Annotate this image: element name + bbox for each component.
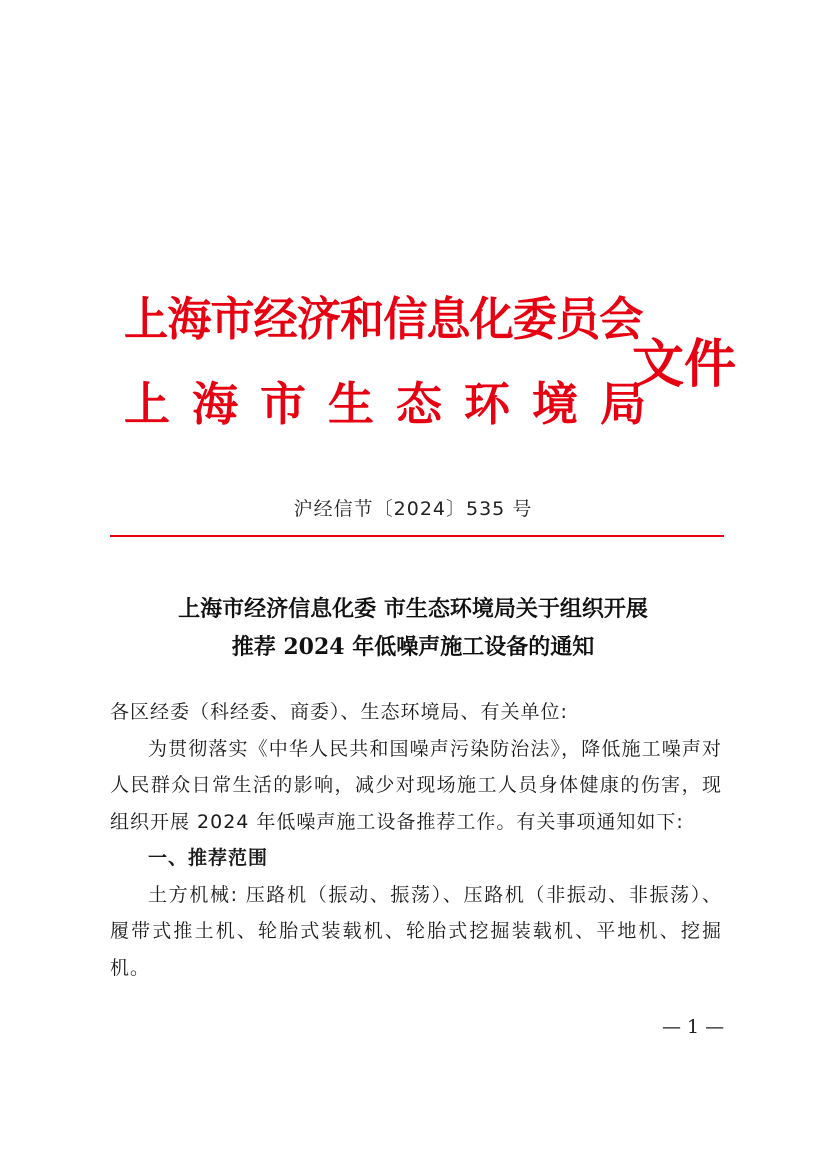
notice-title-line1: 上海市经济信息化委 市生态环境局关于组织开展: [178, 596, 648, 622]
body-paragraph: 为贯彻落实《中华人民共和国噪声污染防治法》，降低施工噪声对人民群众日常生活的影响，减少对现场施工人员身体健康的伤害，现组织开展 2024 年低噪声施工设备推荐工作。有关事项通知如下:: [110, 737, 722, 833]
page-number: — 1 —: [662, 1016, 725, 1038]
notice-body: [110, 694, 722, 986]
document-number: 沪经信节〔2024〕535 号: [293, 498, 533, 520]
body-paragraph: 土方机械: 压路机（振动、振荡）、压路机（非振动、非振荡）、履带式推土机、轮胎式装载机、轮胎式挖掘装载机、平地机、挖掘机。: [110, 883, 722, 979]
issuer-name-line1: 上海市经济和信息化委员会: [124, 292, 643, 346]
salutation: 各区经委（科经委、商委）、生态环境局、有关单位:: [110, 701, 568, 723]
notice-title: [0, 590, 826, 666]
red-divider-line: [110, 535, 724, 537]
document-type-label: 文件: [632, 334, 737, 395]
issuer-name-line2: 上海市生态环境局: [124, 377, 668, 431]
section-heading: 一、推荐范围: [148, 847, 269, 869]
notice-title-line2: 推荐 2024 年低噪声施工设备的通知: [231, 634, 595, 660]
